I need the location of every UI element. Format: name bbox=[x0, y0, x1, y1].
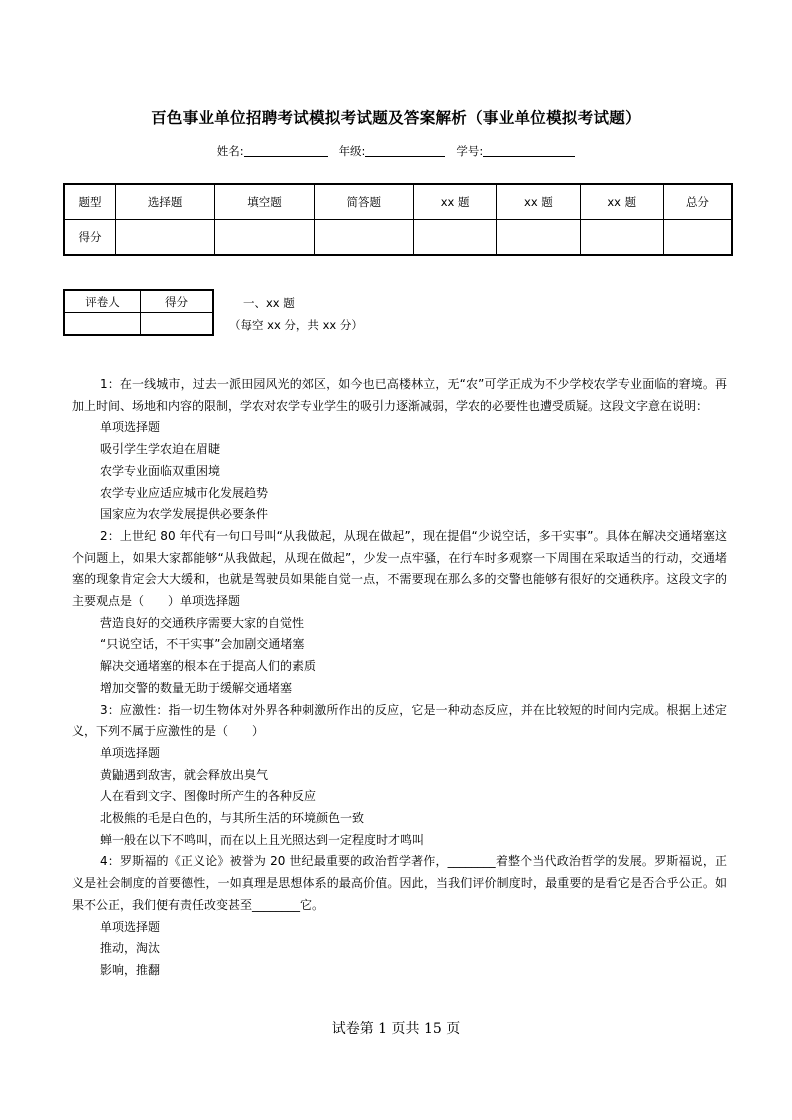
option[interactable]: 蝉一般在以下不鸣叫，而在以上且光照达到一定程度时才鸣叫 bbox=[100, 832, 425, 847]
question-stem: 2：上世纪 80 年代有一句口号叫“从我做起，从现在做起”，现在提倡“少说空话，多干实事”。具体在解决交通堵塞这个问题上，如果大家都能够“从我做起，从现在做起”，少发一点牢骚，在行车时多观察一下周围在采取适当的行动，交通堵塞的现象肯定会大大缓和，也就是驾驶员如果能自觉一点，不需要现在那么多的交警也能够有很好的交通秩序。这段文字的主要观点是（ ）单项选择题 bbox=[72, 528, 727, 609]
score-cell[interactable] bbox=[580, 220, 663, 256]
option[interactable]: 影响，推翻 bbox=[100, 962, 161, 977]
score-header-cell: 题型 bbox=[64, 184, 116, 220]
score-cell[interactable] bbox=[314, 220, 413, 256]
score-header-cell: xx 题 bbox=[413, 184, 496, 220]
score-cell[interactable] bbox=[116, 220, 215, 256]
name-label: 姓名: bbox=[216, 144, 244, 158]
score-cell[interactable] bbox=[413, 220, 496, 256]
option[interactable]: 北极熊的毛是白色的，与其所生活的环境颜色一致 bbox=[100, 811, 365, 826]
score-header-cell: xx 题 bbox=[497, 184, 580, 220]
section-title: 一、xx 题 bbox=[243, 296, 295, 310]
score-row-label: 得分 bbox=[64, 220, 116, 256]
option[interactable]: 农学专业应适应城市化发展趋势 bbox=[100, 485, 269, 500]
section-subtitle: （每空 xx 分，共 xx 分） bbox=[229, 318, 363, 332]
question-type: 单项选择题 bbox=[100, 745, 161, 760]
score-header-cell: xx 题 bbox=[580, 184, 663, 220]
option[interactable]: 吸引学生学农迫在眉睫 bbox=[100, 442, 221, 457]
grade-blank[interactable] bbox=[365, 144, 445, 157]
grader-header-cell: 得分 bbox=[141, 290, 214, 313]
score-header-row bbox=[64, 184, 732, 220]
option[interactable]: 增加交警的数量无助于缓解交通堵塞 bbox=[100, 680, 293, 695]
question-stem: 1：在一线城市，过去一派田园风光的郊区，如今也已高楼林立，无“农”可学正成为不少学校农学专业面临的窘境。再加上时间、场地和内容的限制，学农对农学专业学生的吸引力逐渐减弱，学农的必要性也遭受质疑。这段文字意在说明： bbox=[72, 377, 727, 413]
student-info bbox=[0, 143, 792, 159]
question-stem: 4：罗斯福的《正义论》被誉为 20 世纪最重要的政治哲学著作，________着整个当代政治哲学的发展。罗斯福说，正义是社会制度的首要德性，一如真理是思想体系的最高价值。因此，当我们评价制度时，最重要的是看它是否合乎公正。如果不公正，我们便有责任改变甚至________它。 bbox=[72, 854, 727, 912]
option[interactable]: 营造良好的交通秩序需要大家的自觉性 bbox=[100, 615, 305, 630]
grader-header-row bbox=[64, 290, 213, 313]
option[interactable]: “只说空话，不干实事”会加剧交通堵塞 bbox=[100, 637, 305, 652]
question-type: 单项选择题 bbox=[100, 919, 161, 934]
grader-header-cell: 评卷人 bbox=[64, 290, 141, 313]
score-row bbox=[64, 220, 732, 256]
score-cell[interactable] bbox=[663, 220, 732, 256]
id-label: 学号: bbox=[456, 144, 484, 158]
question-list bbox=[72, 374, 727, 982]
option[interactable]: 国家应为农学发展提供必要条件 bbox=[100, 507, 269, 522]
grader-cell[interactable] bbox=[141, 313, 214, 336]
score-cell[interactable] bbox=[497, 220, 580, 256]
option[interactable]: 推动，淘汰 bbox=[100, 941, 161, 956]
score-table bbox=[63, 183, 733, 256]
option[interactable]: 黄鼬遇到敌害，就会释放出臭气 bbox=[100, 767, 269, 782]
score-header-cell: 选择题 bbox=[116, 184, 215, 220]
name-blank[interactable] bbox=[244, 144, 328, 157]
page-footer: 试卷第 1 页共 15 页 bbox=[331, 1021, 461, 1037]
score-header-cell: 总分 bbox=[663, 184, 732, 220]
section-header bbox=[229, 292, 363, 336]
score-header-cell: 简答题 bbox=[314, 184, 413, 220]
option[interactable]: 人在看到文字、图像时所产生的各种反应 bbox=[100, 789, 317, 804]
option[interactable]: 解决交通堵塞的根本在于提高人们的素质 bbox=[100, 659, 317, 674]
question-stem: 3：应激性：指一切生物体对外界各种刺激所作出的反应，它是一种动态反应，并在比较短的时间内完成。根据上述定义，下列不属于应激性的是（ ） bbox=[72, 702, 727, 739]
page-title: 百色事业单位招聘考试模拟考试题及答案解析（事业单位模拟考试题） bbox=[151, 109, 641, 127]
question-type: 单项选择题 bbox=[100, 420, 161, 435]
score-cell[interactable] bbox=[215, 220, 314, 256]
grader-table bbox=[63, 289, 214, 336]
grader-row bbox=[64, 313, 213, 336]
option[interactable]: 农学专业面临双重困境 bbox=[100, 463, 221, 478]
score-header-cell: 填空题 bbox=[215, 184, 314, 220]
grader-cell[interactable] bbox=[64, 313, 141, 336]
id-blank[interactable] bbox=[483, 144, 575, 157]
grade-label: 年级: bbox=[338, 144, 366, 158]
